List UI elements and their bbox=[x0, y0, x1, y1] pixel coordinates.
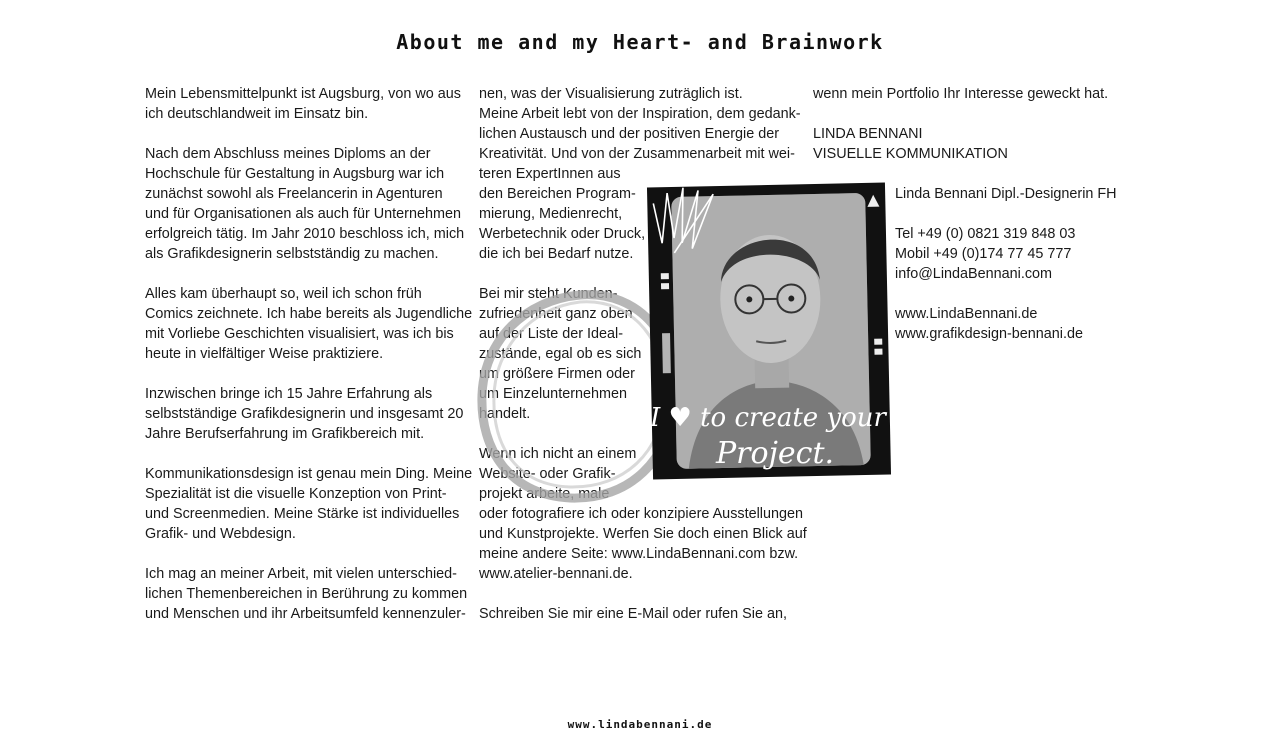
col2-line: und Kunstprojekte. Werfen Sie doch einen Blick auf bbox=[479, 526, 807, 542]
contact-line: Tel +49 (0) 0821 319 848 03 bbox=[895, 226, 1076, 242]
contact-line: Linda Bennani Dipl.-Designerin FH bbox=[895, 186, 1117, 202]
portrait-photo bbox=[646, 181, 892, 481]
col2-line: teren ExpertInnen aus bbox=[479, 166, 621, 182]
contact-line: www.grafikdesign-bennani.de bbox=[895, 326, 1083, 342]
col1-line: mit Vorliebe Geschichten visualisiert, was ich bis bbox=[145, 326, 454, 342]
col1-line: Mein Lebensmittelpunkt ist Augsburg, von wo aus bbox=[145, 86, 461, 102]
col2-line: den Bereichen Program- bbox=[479, 186, 636, 202]
col2-line: nen, was der Visualisierung zuträglich ist. bbox=[479, 86, 743, 102]
col1-line: Kommunikationsdesign ist genau mein Ding. Meine bbox=[145, 466, 473, 482]
col1-line: Nach dem Abschluss meines Diploms an der bbox=[145, 146, 431, 162]
col2-line: lichen Austausch und der positiven Energie der bbox=[479, 126, 779, 142]
col2-line: zufriedenheit ganz oben bbox=[479, 306, 633, 322]
col2-line: www.atelier-bennani.de. bbox=[479, 566, 633, 582]
col1-line: selbstständige Grafikdesignerin und insgesamt 20 bbox=[145, 406, 464, 422]
col2-line: Meine Arbeit lebt von der Inspiration, dem gedank- bbox=[479, 106, 801, 122]
col3-line: VISUELLE KOMMUNIKATION bbox=[813, 146, 1008, 162]
col2-line: Werbetechnik oder Druck, bbox=[479, 226, 646, 242]
col2-line: die ich bei Bedarf nutze. bbox=[479, 246, 634, 262]
col3-line: LINDA BENNANI bbox=[813, 126, 923, 142]
col2-line: auf der Liste der Ideal- bbox=[479, 326, 623, 342]
col1-line: erfolgreich tätig. Im Jahr 2010 beschloss ich, mich bbox=[145, 226, 465, 242]
col1-line: Spezialität ist die visuelle Konzeption von Print- bbox=[145, 486, 447, 502]
col1-line: Jahre Berufserfahrung im Grafikbereich mit. bbox=[145, 426, 425, 442]
col2-line: projekt arbeite, male bbox=[479, 486, 610, 502]
col1-line: und Screenmedien. Meine Stärke ist individuelles bbox=[145, 506, 460, 522]
col2-line: Website- oder Grafik- bbox=[479, 466, 616, 482]
col1-line: ich deutschlandweit im Einsatz bin. bbox=[145, 106, 369, 122]
col1-line: Hochschule für Gestaltung in Augsburg war ich bbox=[145, 166, 445, 182]
col2-line: mierung, Medienrecht, bbox=[479, 206, 623, 222]
page-title: About me and my Heart- and Brainwork bbox=[396, 30, 884, 54]
col2-line: Wenn ich nicht an einem bbox=[479, 446, 637, 462]
col1-line: Grafik- und Webdesign. bbox=[145, 526, 296, 542]
col1-line: zunächst sowohl als Freelancerin in Agenturen bbox=[145, 186, 443, 202]
col2-line: oder fotografiere ich oder konzipiere Ausstellungen bbox=[479, 506, 803, 522]
col2-line: handelt. bbox=[479, 406, 531, 422]
col1-line: Ich mag an meiner Arbeit, mit vielen unterschied- bbox=[145, 566, 457, 582]
col2-line: um Einzelunternehmen bbox=[479, 386, 627, 402]
col1-line: Alles kam überhaupt so, weil ich schon früh bbox=[145, 286, 422, 302]
col2-line: Kreativität. Und von der Zusammenarbeit mit wei- bbox=[479, 146, 795, 162]
contact-line: www.LindaBennani.de bbox=[895, 306, 1038, 322]
contact-line: Mobil +49 (0)174 77 45 777 bbox=[895, 246, 1072, 262]
contact-line: info@LindaBennani.com bbox=[895, 266, 1053, 282]
col2-line: um größere Firmen oder bbox=[479, 366, 635, 382]
col2-line: Schreiben Sie mir eine E-Mail oder rufen Sie an, bbox=[479, 606, 787, 622]
col1-line: als Grafikdesignerin selbstständig zu machen. bbox=[145, 246, 439, 262]
col1-line: heute in vielfältiger Weise praktiziere. bbox=[145, 346, 384, 362]
col3-line: wenn mein Portfolio Ihr Interesse geweckt hat. bbox=[813, 86, 1109, 102]
col2-line: Bei mir steht Kunden- bbox=[479, 286, 618, 302]
col2-line: zustände, egal ob es sich bbox=[479, 346, 642, 362]
col2-line: meine andere Seite: www.LindaBennani.com bzw. bbox=[479, 546, 799, 562]
col1-line: Comics zeichnete. Ich habe bereits als Jugendliche bbox=[145, 306, 473, 322]
handwriting-text-2: Project. bbox=[716, 436, 835, 471]
col1-line: und für Organisationen als auch für Unternehmen bbox=[145, 206, 461, 222]
footer-url: www.lindabennani.de bbox=[567, 718, 713, 731]
col1-line: lichen Themenbereichen in Berührung zu kommen bbox=[145, 586, 468, 602]
handwriting-text-1: I ♥ to create your bbox=[650, 403, 886, 433]
col1-line: und Menschen und ihr Arbeitsumfeld kennenzuler- bbox=[145, 606, 466, 622]
col1-line: Inzwischen bringe ich 15 Jahre Erfahrung als bbox=[145, 386, 433, 402]
